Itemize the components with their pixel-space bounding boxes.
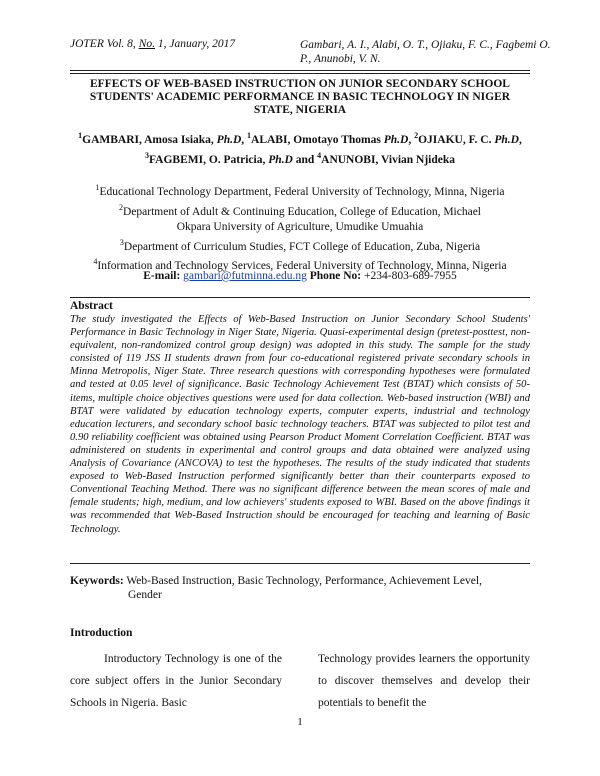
running-header-journal bbox=[70, 38, 235, 50]
header-rule bbox=[70, 70, 530, 71]
page-number: 1 bbox=[297, 716, 303, 728]
keywords-text: Web-Based Instruction, Basic Technology, Performance, Achievement Level, bbox=[126, 575, 482, 587]
author-sup: 2 bbox=[414, 131, 419, 140]
abstract-body: The study investigated the Effects of Web-Based Instruction on Junior Secondary School Students' Performance in Basic Technology in Niger State, Nigeria. Quasi-experimental design (pretest-posttest, non-equivalent, non-randomized control group design) was adopted in this study. The sample for the study consisted of 119 JSS II students drawn from four co-educational registered private secondary schools in Minna Metropolis, Niger State. Three research questions with corresponding hypotheses were formulated and tested at 0.05 level of significance. Basic Technology Achievement Test (BTAT) which consists of 50-items, multiple choice objectives questions were used for data collection. Web-based instruction (WBI) and BTAT were validated by education technology experts, computer experts, industrial and technology education lecturers, and secondary school basic technology teachers. BTAT was subjected to pilot test and 0.90 reliability coefficient was obtained using Pearson Product Moment Correlation Coefficient. BTAT was administered on students in experimental and control groups and data obtained were analyzed using Analysis of Covariance (ANCOVA) to test the hypotheses. The results of the study indicated that students exposed to Web-Based Instruction performed significantly better than their counterparts exposed to Conventional Teaching Method. There was no significant difference between the mean scores of male and female students; high, medium, and low achievers' students exposed to WBI. Based on the above findings it was recommended that Web-Based Instruction should be encouraged for teaching and learning of Basic Technology. bbox=[70, 314, 530, 535]
affiliation-sup: 3 bbox=[119, 237, 124, 247]
abstract-bottom-rule bbox=[70, 563, 530, 564]
affiliation-text: Department of Adult & Continuing Education, College of Education, Michael Okpara University of Agriculture, Umudike Umuahia bbox=[122, 205, 482, 233]
phone-label: Phone No: bbox=[309, 270, 362, 282]
affiliation-sup: 2 bbox=[118, 202, 123, 212]
author-sep: and bbox=[292, 153, 318, 166]
abstract-heading: Abstract bbox=[70, 300, 113, 312]
keywords-line-1 bbox=[70, 574, 530, 588]
author-sep: , bbox=[408, 133, 415, 146]
author-degree: Ph.D bbox=[268, 153, 293, 166]
author-name: ANUNOBI, Vivian Njideka bbox=[321, 153, 456, 166]
affiliation-sup: 1 bbox=[95, 183, 100, 192]
author-degree: Ph.D bbox=[216, 133, 242, 146]
email-label: E-mail: bbox=[143, 270, 181, 282]
contact-line bbox=[70, 270, 530, 282]
author-line-2 bbox=[70, 148, 530, 168]
introduction-left-column bbox=[70, 648, 282, 714]
author-name: ALABI, Omotayo Thomas bbox=[251, 133, 384, 146]
author-sep: , bbox=[518, 133, 522, 146]
introduction-right-column: Technology provides learners the opportunity to discover themselves and develop their potentials to benefit the bbox=[318, 653, 530, 709]
author-list bbox=[70, 128, 530, 168]
author-degree: Ph.D bbox=[494, 133, 519, 146]
introduction-heading: Introduction bbox=[70, 627, 133, 639]
keywords bbox=[70, 574, 530, 602]
affiliation-text: Educational Technology Department, Federal University of Technology, Minna, Nigeria bbox=[99, 185, 505, 198]
affiliation-text: Information and Technology Services, Federal University of Technology, Minna, Nigeria bbox=[97, 260, 507, 273]
introduction-left-text: Introductory Technology is one of the core subject offers in the Junior Secondary Schools in Nigeria. Basic bbox=[70, 653, 282, 709]
paper-title: EFFECTS OF WEB-BASED INSTRUCTION ON JUNIOR SECONDARY SCHOOL STUDENTS' ACADEMIC PERFORMANCE IN BASIC TECHNOLOGY IN NIGER STATE, NIGERIA bbox=[89, 78, 511, 116]
phone-number: +234-803-689-7955 bbox=[364, 270, 457, 282]
author-name: GAMBARI, Amosa Isiaka, bbox=[82, 133, 217, 146]
abstract-top-rule bbox=[70, 297, 530, 298]
author-sep: , bbox=[241, 133, 248, 146]
author-sup: 3 bbox=[144, 150, 149, 160]
affiliation-item bbox=[70, 235, 530, 255]
affiliation-list bbox=[70, 180, 530, 274]
author-sup: 4 bbox=[317, 150, 322, 160]
author-name: OJIAKU, F. C. bbox=[418, 133, 495, 146]
journal-suffix: 1, January, 2017 bbox=[154, 38, 236, 50]
journal-number-label: No. bbox=[138, 38, 155, 50]
keywords-line-2: Gender bbox=[128, 589, 162, 601]
header-rule-double bbox=[70, 73, 530, 74]
email-link[interactable]: gambari@futminna.edu.ng bbox=[183, 270, 307, 282]
affiliation-item bbox=[70, 180, 530, 200]
author-degree: Ph.D bbox=[383, 133, 409, 146]
author-sup: 1 bbox=[78, 131, 83, 140]
author-name: FAGBEMI, O. Patricia, bbox=[148, 153, 269, 166]
affiliation-sup: 4 bbox=[93, 257, 98, 267]
author-sup: 1 bbox=[247, 131, 252, 140]
running-header-authors: Gambari, A. I., Alabi, O. T., Ojiaku, F. C., Fagbemi O. P., Anunobi, V. N. bbox=[300, 39, 551, 65]
author-line-1 bbox=[70, 128, 530, 148]
journal-prefix: JOTER Vol. 8, bbox=[70, 38, 139, 50]
affiliation-item bbox=[70, 200, 530, 235]
affiliation-text: Department of Curriculum Studies, FCT College of Education, Zuba, Nigeria bbox=[123, 240, 481, 253]
keywords-label: Keywords: bbox=[70, 575, 124, 587]
